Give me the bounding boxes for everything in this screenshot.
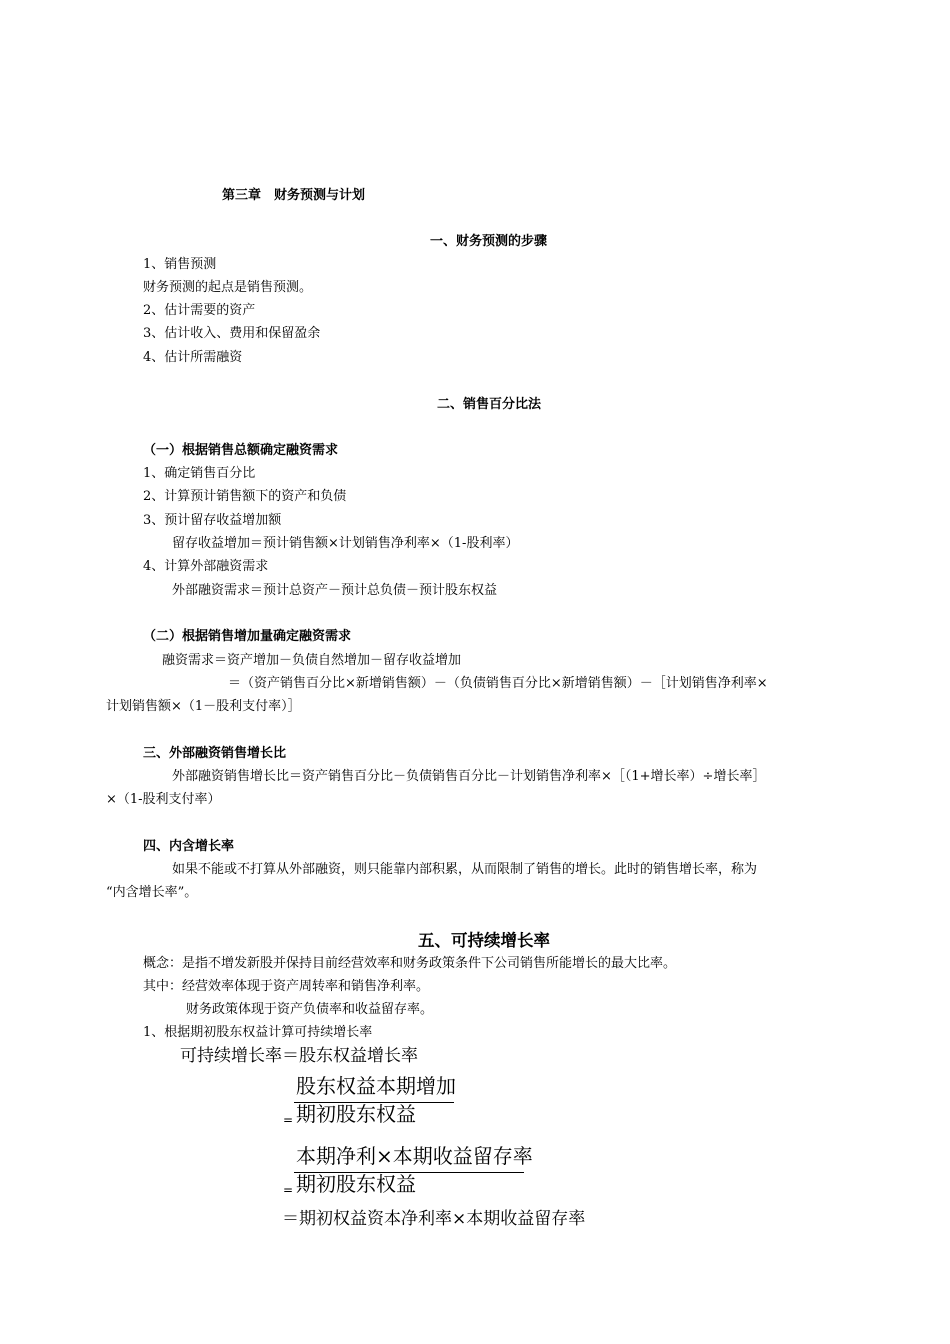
formula-line: 留存收益增加＝预计销售额×计划销售净利率×（1-股利率） <box>172 536 519 551</box>
section-heading-4: 四、内含增长率 <box>143 839 235 854</box>
formula-line: 可持续增长率＝股东权益增长率 <box>180 1046 418 1066</box>
list-item: 2、估计需要的资产 <box>143 303 256 318</box>
list-item: 财务预测的起点是销售预测。 <box>143 280 313 295</box>
section-heading-5: 五、可持续增长率 <box>418 931 550 950</box>
list-item: 4、计算外部融资需求 <box>143 559 269 574</box>
equals-sign: = <box>283 1183 294 1197</box>
paragraph: 其中：经营效率体现于资产周转率和销售净利率。 <box>143 979 430 994</box>
fraction-numerator: 股东权益本期增加 <box>296 1074 456 1098</box>
formula-line: 计划销售额×（1－股利支付率）］ <box>106 699 301 714</box>
list-item: 4、估计所需融资 <box>143 350 243 365</box>
paragraph: 如果不能或不打算从外部融资，则只能靠内部积累，从而限制了销售的增长。此时的销售增长率，称为 <box>172 862 758 877</box>
paragraph: 概念：是指不增发新股并保持目前经营效率和财务政策条件下公司销售所能增长的最大比率。 <box>143 956 677 971</box>
section-heading-1: 一、财务预测的步骤 <box>430 234 548 249</box>
list-item: 1、销售预测 <box>143 257 217 272</box>
subsection-heading-1: （一）根据销售总额确定融资需求 <box>143 443 339 458</box>
formula-line: ＝（资产销售百分比×新增销售额）－（负债销售百分比×新增销售额）－［计划销售净利率× <box>228 676 768 691</box>
list-item: 3、估计收入、费用和保留盈余 <box>143 326 321 341</box>
chapter-title: 第三章 财务预测与计划 <box>222 188 366 203</box>
formula-line: 外部融资需求＝预计总资产－预计总负债－预计股东权益 <box>172 583 498 598</box>
fraction-denominator: 期初股东权益 <box>296 1102 416 1126</box>
list-item: 1、确定销售百分比 <box>143 466 256 481</box>
formula-line: 融资需求＝资产增加－负债自然增加－留存收益增加 <box>162 653 462 668</box>
section-heading-3: 三、外部融资销售增长比 <box>143 746 287 761</box>
subsection-heading-2: （二）根据销售增加量确定融资需求 <box>143 629 352 644</box>
paragraph: 财务政策体现于资产负债率和收益留存率。 <box>186 1002 434 1017</box>
list-item: 2、计算预计销售额下的资产和负债 <box>143 489 347 504</box>
list-item: 3、预计留存收益增加额 <box>143 513 282 528</box>
paragraph: 外部融资销售增长比＝资产销售百分比－负债销售百分比－计划销售净利率×［（1+增长率）÷增长率］ <box>172 769 766 784</box>
formula-line: ＝期初权益资本净利率×本期收益留存率 <box>282 1209 586 1229</box>
equals-sign: = <box>283 1113 294 1127</box>
fraction-denominator: 期初股东权益 <box>296 1172 416 1196</box>
paragraph: ×（1-股利支付率） <box>106 792 221 807</box>
fraction-numerator: 本期净利×本期收益留存率 <box>296 1144 533 1168</box>
paragraph: “内含增长率”。 <box>106 885 198 900</box>
list-item: 1、根据期初股东权益计算可持续增长率 <box>143 1025 373 1040</box>
section-heading-2: 二、销售百分比法 <box>437 397 542 412</box>
